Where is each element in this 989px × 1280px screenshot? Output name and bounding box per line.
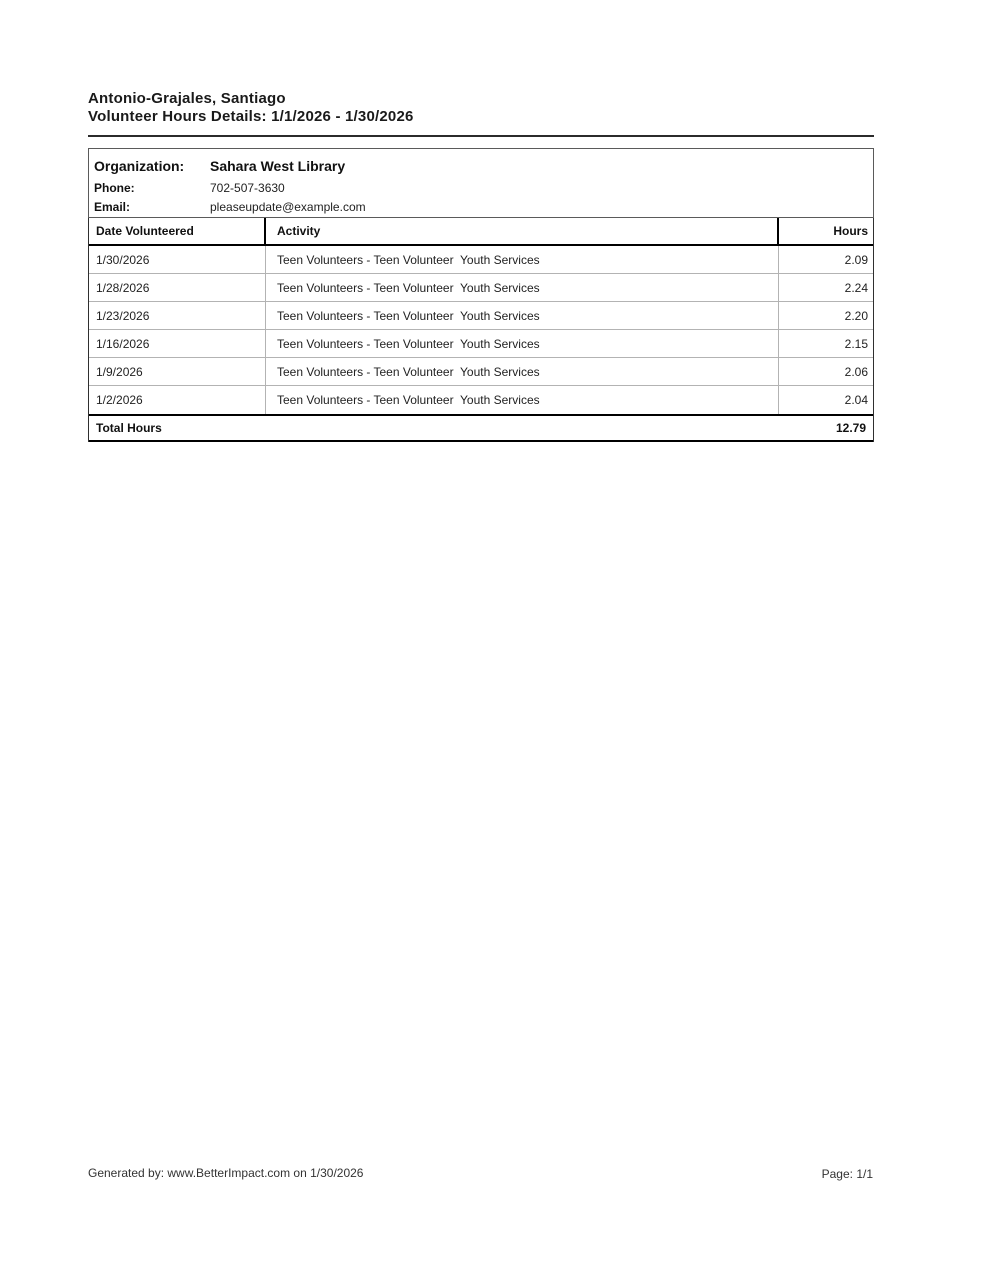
column-header-hours: Hours xyxy=(833,224,868,238)
activity-cell: Teen Volunteers - Teen Volunteer Youth Services xyxy=(266,330,779,357)
hours-cell: 2.20 xyxy=(844,308,868,323)
date-cell: 1/28/2026 xyxy=(89,274,266,301)
footer-generated-text: Generated by: www.BetterImpact.com on 1/30/2026 xyxy=(88,1166,364,1180)
table-row xyxy=(89,302,873,330)
table-row xyxy=(89,386,873,414)
phone-value: 702-507-3630 xyxy=(210,180,285,195)
table-header-row xyxy=(89,218,873,246)
date-cell: 1/9/2026 xyxy=(89,358,266,385)
table-row xyxy=(89,358,873,386)
report-title: Volunteer Hours Details: 1/1/2026 - 1/30/2026 xyxy=(88,108,414,125)
organization-name: Sahara West Library xyxy=(210,157,346,174)
hours-cell: 2.04 xyxy=(844,393,868,407)
hours-cell: 2.15 xyxy=(844,336,868,351)
table-row xyxy=(89,330,873,358)
column-header-date: Date Volunteered xyxy=(89,218,266,244)
activity-cell: Teen Volunteers - Teen Volunteer Youth Services xyxy=(266,386,779,414)
activity-cell: Teen Volunteers - Teen Volunteer Youth Services xyxy=(266,302,779,329)
hours-cell: 2.24 xyxy=(844,280,868,295)
email-value: pleaseupdate@example.com xyxy=(210,199,366,214)
total-hours-value: 12.79 xyxy=(835,421,866,435)
phone-label: Phone: xyxy=(94,180,135,195)
table-row xyxy=(89,274,873,302)
footer-page-number: Page: 1/1 xyxy=(821,1167,873,1181)
header-divider xyxy=(88,135,874,137)
volunteer-name: Antonio-Grajales, Santiago xyxy=(88,90,286,107)
date-cell: 1/23/2026 xyxy=(89,302,266,329)
document-header xyxy=(88,90,874,126)
hours-table xyxy=(88,218,874,442)
activity-cell: Teen Volunteers - Teen Volunteer Youth Services xyxy=(266,246,779,273)
date-cell: 1/2/2026 xyxy=(89,386,266,414)
total-row xyxy=(89,414,873,442)
email-label: Email: xyxy=(94,199,131,214)
table-row xyxy=(89,246,873,274)
table-body xyxy=(89,246,873,414)
date-cell: 1/30/2026 xyxy=(89,246,266,273)
activity-cell: Teen Volunteers - Teen Volunteer Youth Services xyxy=(266,358,779,385)
email-row xyxy=(89,197,873,216)
phone-row xyxy=(89,178,873,197)
organization-row xyxy=(89,153,873,178)
hours-cell: 2.06 xyxy=(844,364,868,379)
organization-label: Organization: xyxy=(94,157,185,174)
total-hours-label: Total Hours xyxy=(96,421,162,435)
column-header-activity: Activity xyxy=(266,218,779,244)
organization-box xyxy=(88,148,874,218)
activity-cell: Teen Volunteers - Teen Volunteer Youth Services xyxy=(266,274,779,301)
date-cell: 1/16/2026 xyxy=(89,330,266,357)
hours-cell: 2.09 xyxy=(844,252,868,267)
